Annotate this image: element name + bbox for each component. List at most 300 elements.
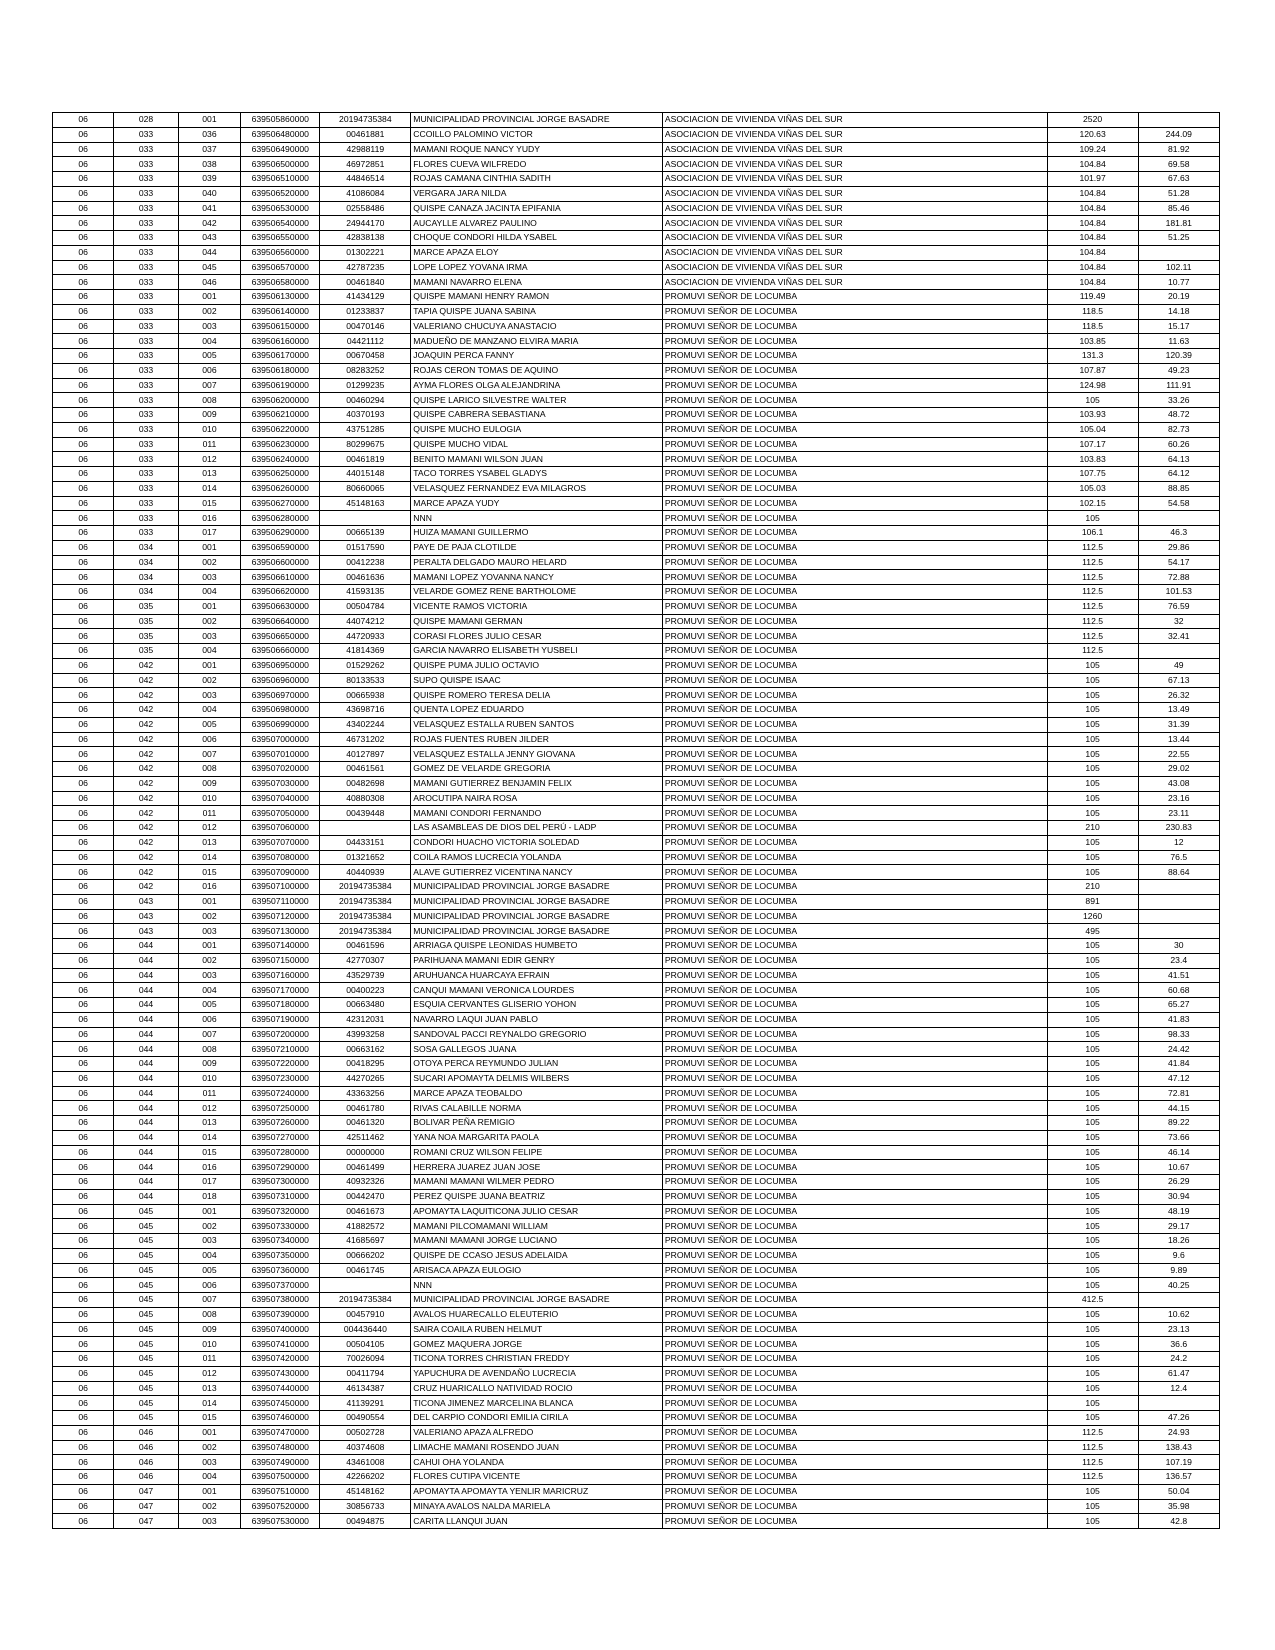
cell-valor: 54.17 bbox=[1138, 555, 1219, 570]
cell-area: 105 bbox=[1047, 1160, 1138, 1175]
cell-sector: 06 bbox=[53, 762, 114, 777]
cell-manzana: 033 bbox=[114, 378, 178, 393]
cell-area: 105 bbox=[1047, 835, 1138, 850]
cell-manzana: 034 bbox=[114, 540, 178, 555]
table-row bbox=[53, 732, 1220, 747]
cell-titular: CCOILLO PALOMINO VICTOR bbox=[411, 127, 663, 142]
cell-lote: 008 bbox=[178, 1307, 240, 1322]
cell-area: 103.93 bbox=[1047, 408, 1138, 423]
cell-documento: 04421112 bbox=[320, 334, 411, 349]
cell-lote: 012 bbox=[178, 1366, 240, 1381]
cell-asociacion: PROMUVI SEÑOR DE LOCUMBA bbox=[662, 703, 1047, 718]
cell-area: 104.84 bbox=[1047, 275, 1138, 290]
cell-documento: 01321652 bbox=[320, 850, 411, 865]
cell-lote: 017 bbox=[178, 526, 240, 541]
cell-lote: 005 bbox=[178, 1263, 240, 1278]
cell-valor: 181.81 bbox=[1138, 216, 1219, 231]
cell-manzana: 042 bbox=[114, 821, 178, 836]
cell-lote: 040 bbox=[178, 186, 240, 201]
cell-valor: 48.72 bbox=[1138, 408, 1219, 423]
cell-sector: 06 bbox=[53, 1086, 114, 1101]
cell-codigo: 639506980000 bbox=[241, 703, 320, 718]
cell-codigo: 639507320000 bbox=[241, 1204, 320, 1219]
cell-codigo: 639506480000 bbox=[241, 127, 320, 142]
table-row bbox=[53, 1440, 1220, 1455]
cell-valor: 23.13 bbox=[1138, 1322, 1219, 1337]
table-row bbox=[53, 747, 1220, 762]
cell-valor: 42.8 bbox=[1138, 1514, 1219, 1529]
cell-lote: 004 bbox=[178, 983, 240, 998]
cell-valor bbox=[1138, 245, 1219, 260]
cell-codigo: 639507250000 bbox=[241, 1101, 320, 1116]
cell-codigo: 639507150000 bbox=[241, 953, 320, 968]
cell-area: 112.5 bbox=[1047, 570, 1138, 585]
cell-valor: 89.22 bbox=[1138, 1116, 1219, 1131]
cell-lote: 003 bbox=[178, 570, 240, 585]
cell-titular: APOMAYTA LAQUITICONA JULIO CESAR bbox=[411, 1204, 663, 1219]
table-row bbox=[53, 201, 1220, 216]
cell-asociacion: PROMUVI SEÑOR DE LOCUMBA bbox=[662, 467, 1047, 482]
cell-documento: 00461673 bbox=[320, 1204, 411, 1219]
cell-codigo: 639505860000 bbox=[241, 113, 320, 128]
table-row bbox=[53, 526, 1220, 541]
cell-titular: VALERIANO CHUCUYA ANASTACIO bbox=[411, 319, 663, 334]
cell-titular: QUISPE ROMERO TERESA DELIA bbox=[411, 688, 663, 703]
cell-manzana: 043 bbox=[114, 894, 178, 909]
cell-lote: 041 bbox=[178, 201, 240, 216]
table-row bbox=[53, 231, 1220, 246]
table-row bbox=[53, 540, 1220, 555]
cell-area: 119.49 bbox=[1047, 290, 1138, 305]
cell-lote: 005 bbox=[178, 998, 240, 1013]
cell-documento: 00504105 bbox=[320, 1337, 411, 1352]
table-row bbox=[53, 437, 1220, 452]
cell-titular: MAMANI MAMANI JORGE LUCIANO bbox=[411, 1234, 663, 1249]
cell-lote: 014 bbox=[178, 1396, 240, 1411]
cell-sector: 06 bbox=[53, 570, 114, 585]
cell-asociacion: PROMUVI SEÑOR DE LOCUMBA bbox=[662, 968, 1047, 983]
cell-documento: 40932326 bbox=[320, 1175, 411, 1190]
cell-manzana: 045 bbox=[114, 1352, 178, 1367]
cell-valor: 47.12 bbox=[1138, 1071, 1219, 1086]
cell-lote: 014 bbox=[178, 481, 240, 496]
cell-manzana: 042 bbox=[114, 717, 178, 732]
cell-area: 891 bbox=[1047, 894, 1138, 909]
cell-manzana: 033 bbox=[114, 142, 178, 157]
cell-titular: MAMANI GUTIERREZ BENJAMIN FELIX bbox=[411, 776, 663, 791]
cell-asociacion: PROMUVI SEÑOR DE LOCUMBA bbox=[662, 1057, 1047, 1072]
table-row bbox=[53, 1101, 1220, 1116]
cell-codigo: 639507100000 bbox=[241, 880, 320, 895]
cell-asociacion: PROMUVI SEÑOR DE LOCUMBA bbox=[662, 1219, 1047, 1234]
cell-titular: PERALTA DELGADO MAURO HELARD bbox=[411, 555, 663, 570]
cell-manzana: 033 bbox=[114, 275, 178, 290]
cell-documento: 42787235 bbox=[320, 260, 411, 275]
cell-asociacion: PROMUVI SEÑOR DE LOCUMBA bbox=[662, 806, 1047, 821]
cell-documento: 44015148 bbox=[320, 467, 411, 482]
table-row bbox=[53, 585, 1220, 600]
cell-valor: 20.19 bbox=[1138, 290, 1219, 305]
cell-codigo: 639506640000 bbox=[241, 614, 320, 629]
cell-asociacion: PROMUVI SEÑOR DE LOCUMBA bbox=[662, 526, 1047, 541]
cell-area: 112.5 bbox=[1047, 555, 1138, 570]
cell-titular: QUISPE MAMANI HENRY RAMON bbox=[411, 290, 663, 305]
cell-manzana: 045 bbox=[114, 1366, 178, 1381]
cell-codigo: 639506220000 bbox=[241, 422, 320, 437]
cell-manzana: 033 bbox=[114, 393, 178, 408]
cell-valor: 40.25 bbox=[1138, 1278, 1219, 1293]
cell-lote: 001 bbox=[178, 599, 240, 614]
cell-asociacion: PROMUVI SEÑOR DE LOCUMBA bbox=[662, 1411, 1047, 1426]
cell-lote: 007 bbox=[178, 1027, 240, 1042]
table-row bbox=[53, 1012, 1220, 1027]
cell-lote: 004 bbox=[178, 1248, 240, 1263]
cell-sector: 06 bbox=[53, 614, 114, 629]
cell-documento: 00461596 bbox=[320, 939, 411, 954]
cell-valor: 88.64 bbox=[1138, 865, 1219, 880]
cell-codigo: 639507120000 bbox=[241, 909, 320, 924]
cell-sector: 06 bbox=[53, 231, 114, 246]
cell-area: 105 bbox=[1047, 1071, 1138, 1086]
cell-lote: 014 bbox=[178, 1130, 240, 1145]
cell-titular: MAMANI ROQUE NANCY YUDY bbox=[411, 142, 663, 157]
cell-manzana: 044 bbox=[114, 1189, 178, 1204]
cell-codigo: 639506610000 bbox=[241, 570, 320, 585]
cell-codigo: 639507490000 bbox=[241, 1455, 320, 1470]
table-row bbox=[53, 1057, 1220, 1072]
cell-asociacion: PROMUVI SEÑOR DE LOCUMBA bbox=[662, 496, 1047, 511]
table-row bbox=[53, 1160, 1220, 1175]
cell-asociacion: PROMUVI SEÑOR DE LOCUMBA bbox=[662, 511, 1047, 526]
cell-titular: ROMANI CRUZ WILSON FELIPE bbox=[411, 1145, 663, 1160]
cell-valor: 29.02 bbox=[1138, 762, 1219, 777]
cell-sector: 06 bbox=[53, 437, 114, 452]
cell-valor: 30.94 bbox=[1138, 1189, 1219, 1204]
table-row bbox=[53, 998, 1220, 1013]
cell-lote: 003 bbox=[178, 1455, 240, 1470]
cell-codigo: 639507410000 bbox=[241, 1337, 320, 1352]
cell-manzana: 044 bbox=[114, 939, 178, 954]
table-row bbox=[53, 127, 1220, 142]
cell-lote: 008 bbox=[178, 393, 240, 408]
cell-manzana: 033 bbox=[114, 526, 178, 541]
cell-valor: 36.6 bbox=[1138, 1337, 1219, 1352]
cell-codigo: 639507050000 bbox=[241, 806, 320, 821]
cell-lote: 002 bbox=[178, 1440, 240, 1455]
cell-asociacion: ASOCIACION DE VIVIENDA VIÑAS DEL SUR bbox=[662, 157, 1047, 172]
cell-area: 105 bbox=[1047, 1027, 1138, 1042]
cell-asociacion: PROMUVI SEÑOR DE LOCUMBA bbox=[662, 349, 1047, 364]
cell-manzana: 047 bbox=[114, 1484, 178, 1499]
cell-asociacion: PROMUVI SEÑOR DE LOCUMBA bbox=[662, 1484, 1047, 1499]
cell-manzana: 044 bbox=[114, 1145, 178, 1160]
cell-asociacion: PROMUVI SEÑOR DE LOCUMBA bbox=[662, 1352, 1047, 1367]
cell-titular: HERRERA JUAREZ JUAN JOSE bbox=[411, 1160, 663, 1175]
cell-titular: GOMEZ MAQUERA JORGE bbox=[411, 1337, 663, 1352]
cell-documento: 01233837 bbox=[320, 304, 411, 319]
cell-area: 105 bbox=[1047, 1145, 1138, 1160]
cell-area: 112.5 bbox=[1047, 1440, 1138, 1455]
cell-valor: 18.26 bbox=[1138, 1234, 1219, 1249]
cell-area: 103.83 bbox=[1047, 452, 1138, 467]
cell-valor: 64.13 bbox=[1138, 452, 1219, 467]
cell-documento: 43529739 bbox=[320, 968, 411, 983]
cell-manzana: 033 bbox=[114, 349, 178, 364]
cell-manzana: 045 bbox=[114, 1381, 178, 1396]
cell-manzana: 043 bbox=[114, 909, 178, 924]
cell-codigo: 639507300000 bbox=[241, 1175, 320, 1190]
cell-sector: 06 bbox=[53, 629, 114, 644]
cell-documento: 46134387 bbox=[320, 1381, 411, 1396]
cell-area: 105 bbox=[1047, 1086, 1138, 1101]
cell-sector: 06 bbox=[53, 481, 114, 496]
cell-codigo: 639506190000 bbox=[241, 378, 320, 393]
cell-codigo: 639506660000 bbox=[241, 644, 320, 659]
cell-manzana: 042 bbox=[114, 762, 178, 777]
cell-documento: 00461840 bbox=[320, 275, 411, 290]
table-row bbox=[53, 216, 1220, 231]
cell-asociacion: PROMUVI SEÑOR DE LOCUMBA bbox=[662, 1396, 1047, 1411]
cell-titular: MAMANI CONDORI FERNANDO bbox=[411, 806, 663, 821]
cell-sector: 06 bbox=[53, 894, 114, 909]
cell-manzana: 042 bbox=[114, 791, 178, 806]
cell-area: 105 bbox=[1047, 747, 1138, 762]
cell-sector: 06 bbox=[53, 1057, 114, 1072]
cell-valor: 32 bbox=[1138, 614, 1219, 629]
cell-titular: CONDORI HUACHO VICTORIA SOLEDAD bbox=[411, 835, 663, 850]
table-row bbox=[53, 334, 1220, 349]
cell-documento: 08283252 bbox=[320, 363, 411, 378]
cell-titular: ROJAS CERON TOMAS DE AQUINO bbox=[411, 363, 663, 378]
cell-sector: 06 bbox=[53, 703, 114, 718]
cell-codigo: 639506530000 bbox=[241, 201, 320, 216]
cell-codigo: 639506250000 bbox=[241, 467, 320, 482]
cell-valor: 46.3 bbox=[1138, 526, 1219, 541]
cell-asociacion: PROMUVI SEÑOR DE LOCUMBA bbox=[662, 998, 1047, 1013]
cell-titular: FLORES CUEVA WILFREDO bbox=[411, 157, 663, 172]
cell-titular: MAMANI NAVARRO ELENA bbox=[411, 275, 663, 290]
cell-area: 412.5 bbox=[1047, 1293, 1138, 1308]
cell-titular: PARIHUANA MAMANI EDIR GENRY bbox=[411, 953, 663, 968]
cell-asociacion: PROMUVI SEÑOR DE LOCUMBA bbox=[662, 1425, 1047, 1440]
cell-manzana: 045 bbox=[114, 1322, 178, 1337]
cell-codigo: 639507460000 bbox=[241, 1411, 320, 1426]
cell-documento: 43751285 bbox=[320, 422, 411, 437]
cell-sector: 06 bbox=[53, 953, 114, 968]
cell-codigo: 639507310000 bbox=[241, 1189, 320, 1204]
cell-codigo: 639507530000 bbox=[241, 1514, 320, 1529]
cell-area: 105 bbox=[1047, 850, 1138, 865]
table-row bbox=[53, 1278, 1220, 1293]
table-row bbox=[53, 614, 1220, 629]
cell-area: 105 bbox=[1047, 1175, 1138, 1190]
cell-lote: 002 bbox=[178, 1219, 240, 1234]
cell-titular: AUCAYLLE ALVAREZ PAULINO bbox=[411, 216, 663, 231]
cell-sector: 06 bbox=[53, 968, 114, 983]
cell-manzana: 046 bbox=[114, 1455, 178, 1470]
cell-lote: 044 bbox=[178, 245, 240, 260]
table-row bbox=[53, 1366, 1220, 1381]
cell-area: 104.84 bbox=[1047, 231, 1138, 246]
cell-manzana: 033 bbox=[114, 481, 178, 496]
cell-manzana: 034 bbox=[114, 585, 178, 600]
cell-codigo: 639506520000 bbox=[241, 186, 320, 201]
cell-documento: 20194735384 bbox=[320, 113, 411, 128]
cell-sector: 06 bbox=[53, 334, 114, 349]
cell-sector: 06 bbox=[53, 408, 114, 423]
cell-titular: MARCE APAZA ELOY bbox=[411, 245, 663, 260]
cell-sector: 06 bbox=[53, 924, 114, 939]
cell-asociacion: PROMUVI SEÑOR DE LOCUMBA bbox=[662, 644, 1047, 659]
table-row bbox=[53, 290, 1220, 305]
cell-sector: 06 bbox=[53, 1145, 114, 1160]
table-row bbox=[53, 555, 1220, 570]
cell-lote: 038 bbox=[178, 157, 240, 172]
cell-asociacion: PROMUVI SEÑOR DE LOCUMBA bbox=[662, 894, 1047, 909]
cell-area: 105 bbox=[1047, 1219, 1138, 1234]
cell-valor: 15.17 bbox=[1138, 319, 1219, 334]
table-row bbox=[53, 467, 1220, 482]
cell-codigo: 639506130000 bbox=[241, 290, 320, 305]
cell-lote: 012 bbox=[178, 821, 240, 836]
cell-area: 120.63 bbox=[1047, 127, 1138, 142]
cell-manzana: 044 bbox=[114, 1027, 178, 1042]
cell-valor: 44.15 bbox=[1138, 1101, 1219, 1116]
cell-asociacion: PROMUVI SEÑOR DE LOCUMBA bbox=[662, 865, 1047, 880]
cell-codigo: 639506570000 bbox=[241, 260, 320, 275]
cell-codigo: 639507380000 bbox=[241, 1293, 320, 1308]
cell-asociacion: PROMUVI SEÑOR DE LOCUMBA bbox=[662, 1322, 1047, 1337]
cell-lote: 008 bbox=[178, 1042, 240, 1057]
cell-documento: 20194735384 bbox=[320, 1293, 411, 1308]
cell-titular: APOMAYTA APOMAYTA YENLIR MARICRUZ bbox=[411, 1484, 663, 1499]
cell-area: 105 bbox=[1047, 968, 1138, 983]
table-row bbox=[53, 570, 1220, 585]
table-row bbox=[53, 599, 1220, 614]
cell-sector: 06 bbox=[53, 1248, 114, 1263]
cell-sector: 06 bbox=[53, 275, 114, 290]
cell-manzana: 033 bbox=[114, 319, 178, 334]
table-row bbox=[53, 481, 1220, 496]
cell-documento bbox=[320, 821, 411, 836]
cell-codigo: 639506210000 bbox=[241, 408, 320, 423]
cell-valor: 22.55 bbox=[1138, 747, 1219, 762]
cell-asociacion: PROMUVI SEÑOR DE LOCUMBA bbox=[662, 747, 1047, 762]
cell-codigo: 639506630000 bbox=[241, 599, 320, 614]
cell-documento: 00461561 bbox=[320, 762, 411, 777]
cell-codigo: 639507210000 bbox=[241, 1042, 320, 1057]
cell-valor: 14.18 bbox=[1138, 304, 1219, 319]
cell-area: 105 bbox=[1047, 1101, 1138, 1116]
cell-documento: 40127897 bbox=[320, 747, 411, 762]
cell-sector: 06 bbox=[53, 835, 114, 850]
cell-sector: 06 bbox=[53, 1455, 114, 1470]
cell-valor: 72.81 bbox=[1138, 1086, 1219, 1101]
cell-lote: 010 bbox=[178, 1337, 240, 1352]
cell-sector: 06 bbox=[53, 1204, 114, 1219]
cell-area: 105 bbox=[1047, 1396, 1138, 1411]
cell-manzana: 046 bbox=[114, 1425, 178, 1440]
cell-lote: 005 bbox=[178, 717, 240, 732]
cell-documento: 24944170 bbox=[320, 216, 411, 231]
table-row bbox=[53, 776, 1220, 791]
cell-asociacion: PROMUVI SEÑOR DE LOCUMBA bbox=[662, 452, 1047, 467]
cell-area: 103.85 bbox=[1047, 334, 1138, 349]
cell-asociacion: PROMUVI SEÑOR DE LOCUMBA bbox=[662, 717, 1047, 732]
cell-manzana: 045 bbox=[114, 1204, 178, 1219]
cell-codigo: 639506150000 bbox=[241, 319, 320, 334]
cell-sector: 06 bbox=[53, 1116, 114, 1131]
cell-codigo: 639506230000 bbox=[241, 437, 320, 452]
cell-lote: 003 bbox=[178, 629, 240, 644]
cell-sector: 06 bbox=[53, 216, 114, 231]
cell-asociacion: PROMUVI SEÑOR DE LOCUMBA bbox=[662, 791, 1047, 806]
cell-lote: 006 bbox=[178, 732, 240, 747]
table-row bbox=[53, 1307, 1220, 1322]
cell-valor bbox=[1138, 113, 1219, 128]
cell-codigo: 639507190000 bbox=[241, 1012, 320, 1027]
cell-area: 104.84 bbox=[1047, 245, 1138, 260]
table-row bbox=[53, 806, 1220, 821]
cell-area: 105 bbox=[1047, 511, 1138, 526]
cell-manzana: 033 bbox=[114, 157, 178, 172]
cell-asociacion: PROMUVI SEÑOR DE LOCUMBA bbox=[662, 1263, 1047, 1278]
cell-sector: 06 bbox=[53, 658, 114, 673]
table-row bbox=[53, 688, 1220, 703]
cell-documento: 41814369 bbox=[320, 644, 411, 659]
cell-asociacion: PROMUVI SEÑOR DE LOCUMBA bbox=[662, 776, 1047, 791]
cell-documento: 00461499 bbox=[320, 1160, 411, 1175]
cell-sector: 06 bbox=[53, 349, 114, 364]
cell-manzana: 044 bbox=[114, 953, 178, 968]
cell-codigo: 639506970000 bbox=[241, 688, 320, 703]
table-row bbox=[53, 762, 1220, 777]
cell-area: 105 bbox=[1047, 939, 1138, 954]
cell-area: 105 bbox=[1047, 1189, 1138, 1204]
cell-documento: 70026094 bbox=[320, 1352, 411, 1367]
cell-documento: 00461745 bbox=[320, 1263, 411, 1278]
cell-titular: QUISPE CABRERA SEBASTIANA bbox=[411, 408, 663, 423]
cell-valor: 13.44 bbox=[1138, 732, 1219, 747]
cell-codigo: 639506240000 bbox=[241, 452, 320, 467]
cell-manzana: 034 bbox=[114, 555, 178, 570]
cell-valor: 101.53 bbox=[1138, 585, 1219, 600]
cell-sector: 06 bbox=[53, 304, 114, 319]
cell-documento: 20194735384 bbox=[320, 924, 411, 939]
cell-asociacion: PROMUVI SEÑOR DE LOCUMBA bbox=[662, 1175, 1047, 1190]
table-row bbox=[53, 1204, 1220, 1219]
cell-documento: 00411794 bbox=[320, 1366, 411, 1381]
cell-titular: HUIZA MAMANI GUILLERMO bbox=[411, 526, 663, 541]
cell-valor: 49 bbox=[1138, 658, 1219, 673]
table-row bbox=[53, 1116, 1220, 1131]
cell-valor: 54.58 bbox=[1138, 496, 1219, 511]
cell-asociacion: PROMUVI SEÑOR DE LOCUMBA bbox=[662, 481, 1047, 496]
cell-lote: 013 bbox=[178, 467, 240, 482]
cell-valor: 23.4 bbox=[1138, 953, 1219, 968]
cell-asociacion: ASOCIACION DE VIVIENDA VIÑAS DEL SUR bbox=[662, 172, 1047, 187]
cell-area: 112.5 bbox=[1047, 540, 1138, 555]
table-row bbox=[53, 1337, 1220, 1352]
cell-asociacion: PROMUVI SEÑOR DE LOCUMBA bbox=[662, 1145, 1047, 1160]
cell-valor: 120.39 bbox=[1138, 349, 1219, 364]
cell-valor: 60.26 bbox=[1138, 437, 1219, 452]
table-row bbox=[53, 1396, 1220, 1411]
cell-documento: 004436440 bbox=[320, 1322, 411, 1337]
cell-lote: 012 bbox=[178, 1101, 240, 1116]
cell-documento: 00400223 bbox=[320, 983, 411, 998]
cell-valor: 244.09 bbox=[1138, 127, 1219, 142]
